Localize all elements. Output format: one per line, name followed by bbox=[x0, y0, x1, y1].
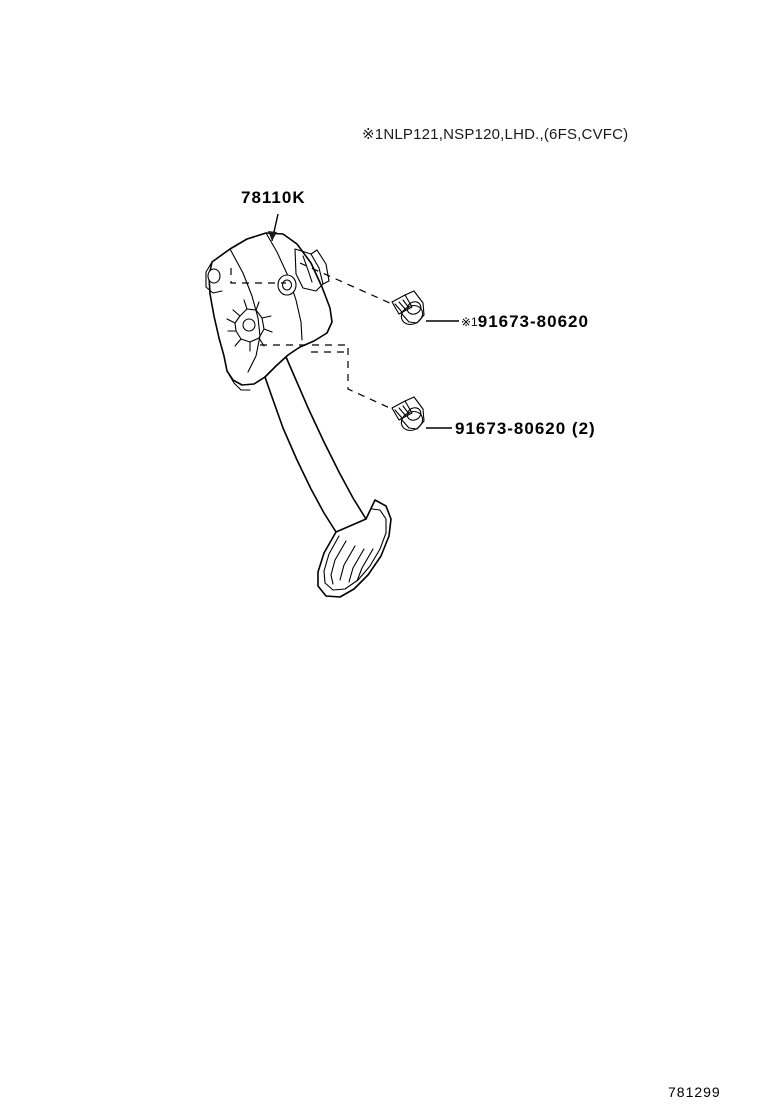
label-bolt-upper-mark: ※1 bbox=[461, 315, 478, 329]
label-bolt-lower-text: 91673-80620 (2) bbox=[455, 419, 596, 438]
flange-bolt-icon bbox=[392, 291, 426, 328]
spring-hub bbox=[227, 300, 272, 351]
figure-number: 781299 bbox=[668, 1084, 721, 1100]
diagram-note-mark: ※1 bbox=[362, 126, 384, 143]
assembly-line-upper bbox=[300, 263, 392, 304]
flange-bolt-icon-2 bbox=[392, 397, 426, 434]
label-bolt-upper-text: 91673-80620 bbox=[477, 312, 589, 331]
assembly-line-lower bbox=[260, 345, 392, 409]
assembly-line-upper-2 bbox=[231, 268, 286, 283]
label-pedal-assembly-text: 78110K bbox=[241, 188, 306, 207]
accelerator-pedal-icon bbox=[206, 233, 391, 597]
diagram-note-text: NLP121,NSP120,LHD.,(6FS,CVFC) bbox=[383, 126, 629, 143]
